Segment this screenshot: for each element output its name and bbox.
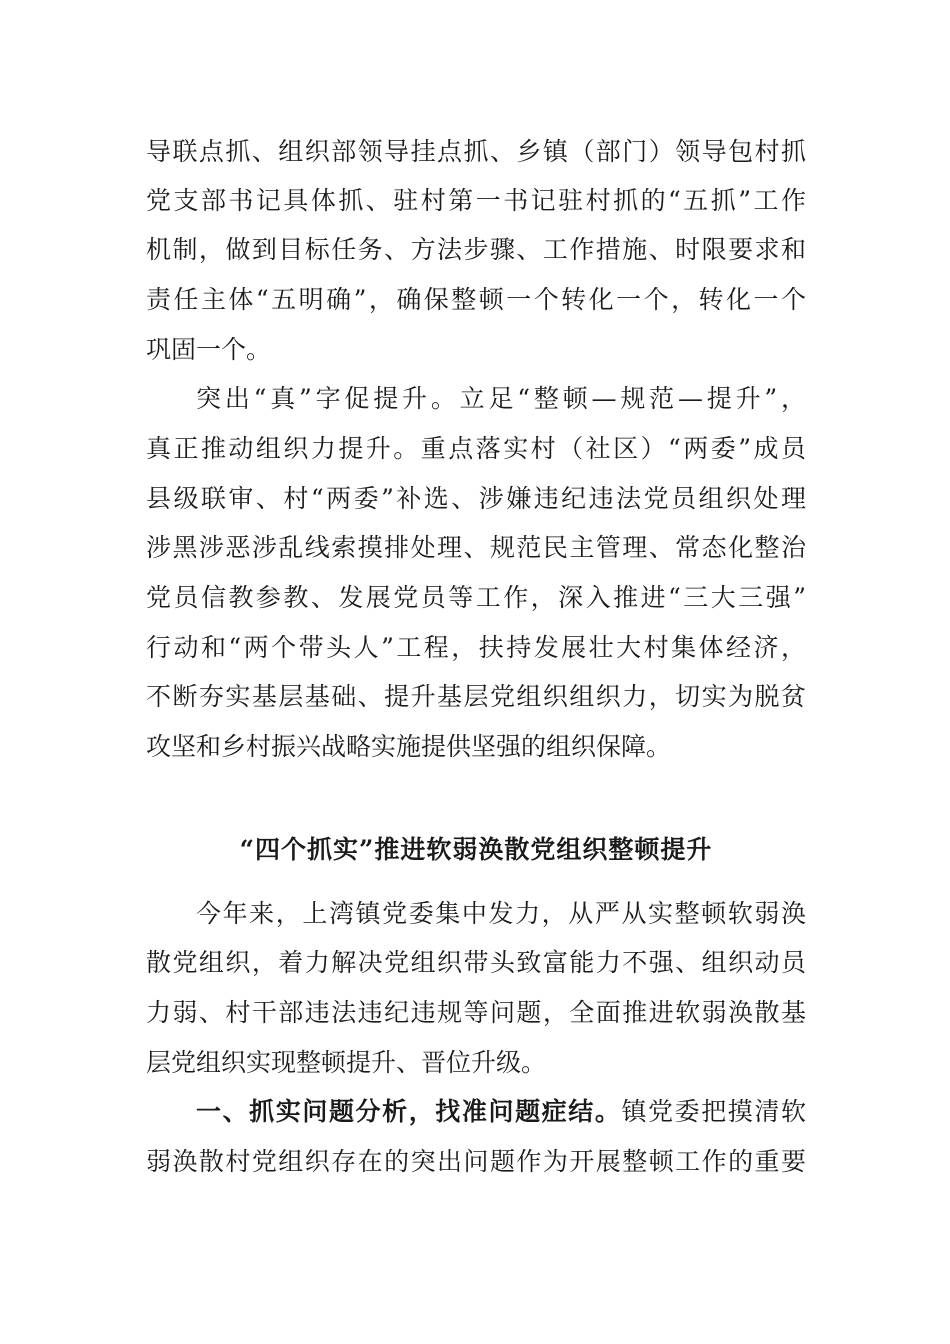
paragraph-1-line-2: 党支部书记具体抓、驻村第一书记驻村抓的“五抓”工作: [146, 186, 806, 215]
paragraph-1-line-5: 巩固一个。: [146, 335, 272, 364]
paragraph-2-line-2: 真正推动组织力提升。重点落实村（社区）“两委”成员: [146, 434, 806, 463]
paragraph-1-line-4: 责任主体“五明确”，确保整顿一个转化一个，转化一个: [146, 285, 806, 314]
paragraph-3-line-2: 散党组织，着力解决党组织带头致富能力不强、组织动员: [146, 948, 806, 977]
paragraph-4-line-2: 弱涣散村党组织存在的突出问题作为开展整顿工作的重要: [146, 1147, 806, 1176]
paragraph-3-line-4: 层党组织实现整顿提升、晋位升级。: [146, 1048, 547, 1077]
paragraph-3-line-3: 力弱、村干部违法违纪违规等问题，全面推进软弱涣散基: [146, 998, 806, 1027]
paragraph-2-line-7: 不断夯实基层基础、提升基层党组织组织力，切实为脱贫: [146, 682, 806, 711]
paragraph-2-line-3: 县级联审、村“两委”补选、涉嫌违纪违法党员组织处理: [146, 484, 806, 513]
paragraph-2-line-4: 涉黑涉恶涉乱线索摸排处理、规范民主管理、常态化整治: [146, 533, 806, 562]
paragraph-2-line-5: 党员信教参教、发展党员等工作，深入推进“三大三强”: [146, 583, 806, 612]
paragraph-4-lead-rest: 镇党委把摸清软: [621, 1097, 806, 1126]
paragraph-1-line-3: 机制，做到目标任务、方法步骤、工作措施、时限要求和: [146, 235, 806, 264]
paragraph-2-line-8: 攻坚和乡村振兴战略实施提供坚强的组织保障。: [146, 732, 672, 761]
paragraph-1-line-1: 导联点抓、组织部领导挂点抓、乡镇（部门）领导包村抓: [146, 137, 806, 166]
section-title: “四个抓实”推进软弱涣散党组织整顿提升: [239, 835, 713, 864]
paragraph-2-line-1: 突出“真”字促提升。立足“整顿—规范—提升”，: [196, 384, 806, 413]
paragraph-4-line-1: [196, 1097, 806, 1127]
paragraph-4-lead: 一、抓实问题分析，找准问题症结。: [196, 1097, 622, 1126]
paragraph-2-line-6: 行动和“两个带头人”工程，扶持发展壮大村集体经济，: [146, 633, 806, 662]
paragraph-3-line-1: 今年来，上湾镇党委集中发力，从严从实整顿软弱涣: [196, 899, 806, 928]
